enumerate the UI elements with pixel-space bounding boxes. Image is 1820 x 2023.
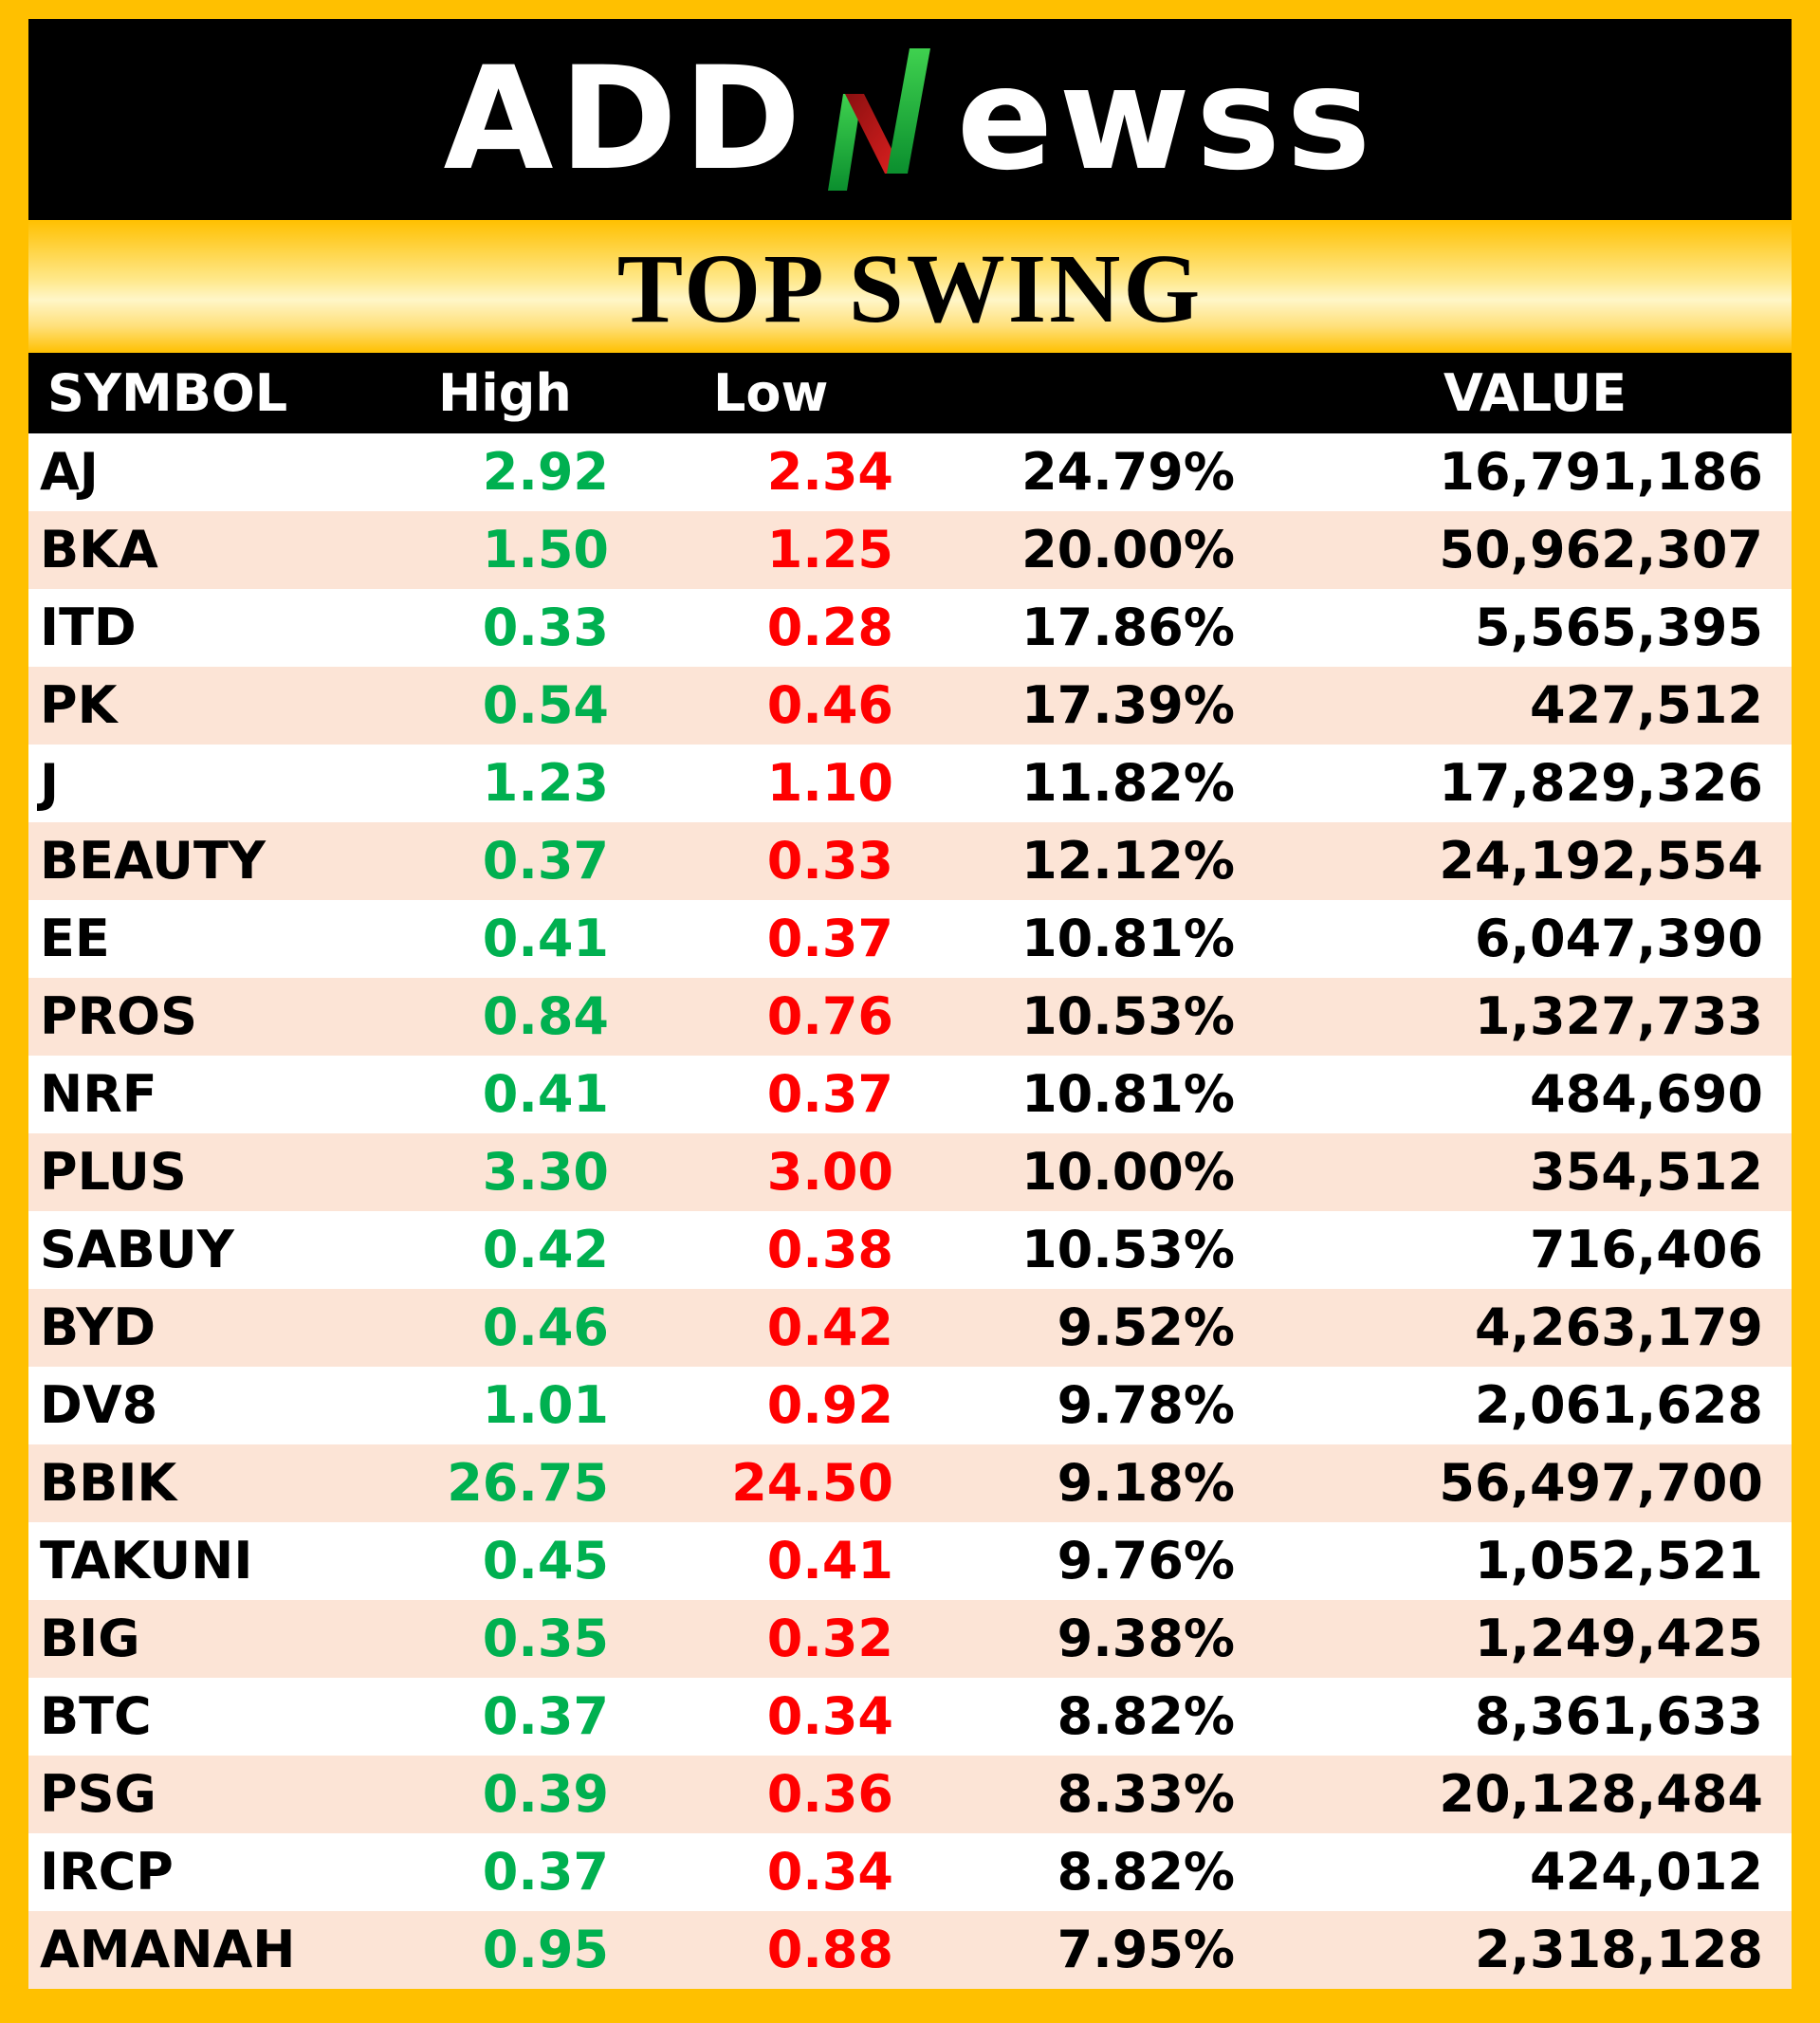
table-row <box>28 1833 1792 1911</box>
cell-low: 0.76 <box>609 978 893 1056</box>
cell-high: 0.37 <box>353 1678 609 1756</box>
cell-percent: 8.33% <box>893 1756 1235 1833</box>
cell-value: 24,192,554 <box>1235 822 1792 900</box>
cell-symbol: IRCP <box>28 1833 353 1911</box>
cell-percent: 11.82% <box>893 745 1235 822</box>
cell-value: 4,263,179 <box>1235 1289 1792 1367</box>
table-row <box>28 1367 1792 1444</box>
cell-low: 0.32 <box>609 1600 893 1678</box>
cell-symbol: ITD <box>28 589 353 667</box>
cell-low: 0.37 <box>609 900 893 978</box>
cell-high: 0.41 <box>353 900 609 978</box>
cell-value: 354,512 <box>1235 1133 1792 1211</box>
cell-low: 0.34 <box>609 1833 893 1911</box>
cell-low: 1.25 <box>609 511 893 589</box>
cell-low: 0.38 <box>609 1211 893 1289</box>
cell-low: 3.00 <box>609 1133 893 1211</box>
cell-value: 484,690 <box>1235 1056 1792 1133</box>
cell-value: 16,791,186 <box>1235 433 1792 511</box>
cell-low: 1.10 <box>609 745 893 822</box>
cell-high: 0.37 <box>353 822 609 900</box>
header-percent <box>893 353 1235 433</box>
cell-value: 6,047,390 <box>1235 900 1792 978</box>
cell-high: 0.41 <box>353 1056 609 1133</box>
cell-percent: 10.81% <box>893 1056 1235 1133</box>
cell-value: 8,361,633 <box>1235 1678 1792 1756</box>
table-row <box>28 1133 1792 1211</box>
cell-symbol: DV8 <box>28 1367 353 1444</box>
cell-high: 1.01 <box>353 1367 609 1444</box>
header-symbol: SYMBOL <box>28 353 353 433</box>
table-row <box>28 433 1792 511</box>
cell-high: 0.37 <box>353 1833 609 1911</box>
logo-n-mark <box>811 39 953 200</box>
cell-percent: 8.82% <box>893 1833 1235 1911</box>
cell-symbol: SABUY <box>28 1211 353 1289</box>
cell-low: 2.34 <box>609 433 893 511</box>
cell-percent: 9.38% <box>893 1600 1235 1678</box>
cell-high: 2.92 <box>353 433 609 511</box>
cell-percent: 10.81% <box>893 900 1235 978</box>
cell-percent: 9.76% <box>893 1522 1235 1600</box>
cell-symbol: BEAUTY <box>28 822 353 900</box>
header-high: High <box>353 353 609 433</box>
cell-symbol: TAKUNI <box>28 1522 353 1600</box>
logo-bar <box>28 19 1792 220</box>
table-row <box>28 1056 1792 1133</box>
cell-high: 0.33 <box>353 589 609 667</box>
cell-low: 0.33 <box>609 822 893 900</box>
cell-value: 2,318,128 <box>1235 1911 1792 1989</box>
cell-percent: 7.95% <box>893 1911 1235 1989</box>
table-header-row <box>28 353 1792 433</box>
cell-percent: 20.00% <box>893 511 1235 589</box>
cell-percent: 9.18% <box>893 1444 1235 1522</box>
table-row <box>28 667 1792 745</box>
cell-symbol: J <box>28 745 353 822</box>
cell-high: 0.42 <box>353 1211 609 1289</box>
cell-symbol: AJ <box>28 433 353 511</box>
table-row <box>28 1289 1792 1367</box>
cell-value: 424,012 <box>1235 1833 1792 1911</box>
cell-high: 0.39 <box>353 1756 609 1833</box>
cell-percent: 9.78% <box>893 1367 1235 1444</box>
cell-high: 0.45 <box>353 1522 609 1600</box>
cell-symbol: PK <box>28 667 353 745</box>
cell-low: 0.46 <box>609 667 893 745</box>
cell-symbol: BTC <box>28 1678 353 1756</box>
cell-low: 0.37 <box>609 1056 893 1133</box>
cell-value: 716,406 <box>1235 1211 1792 1289</box>
cell-low: 24.50 <box>609 1444 893 1522</box>
cell-high: 0.46 <box>353 1289 609 1367</box>
cell-value: 50,962,307 <box>1235 511 1792 589</box>
table-row <box>28 1211 1792 1289</box>
cell-high: 3.30 <box>353 1133 609 1211</box>
table-row <box>28 745 1792 822</box>
cell-symbol: PROS <box>28 978 353 1056</box>
table-row <box>28 1756 1792 1833</box>
cell-high: 1.23 <box>353 745 609 822</box>
table-row <box>28 978 1792 1056</box>
cell-low: 0.42 <box>609 1289 893 1367</box>
cell-percent: 17.86% <box>893 589 1235 667</box>
top-swing-table <box>28 353 1792 1989</box>
page-title: TOP SWING <box>616 234 1204 343</box>
cell-percent: 17.39% <box>893 667 1235 745</box>
cell-value: 20,128,484 <box>1235 1756 1792 1833</box>
cell-percent: 12.12% <box>893 822 1235 900</box>
cell-low: 0.28 <box>609 589 893 667</box>
cell-percent: 24.79% <box>893 433 1235 511</box>
cell-low: 0.92 <box>609 1367 893 1444</box>
table-row <box>28 822 1792 900</box>
logo-text-left: ADD <box>443 37 807 202</box>
header-value: VALUE <box>1235 353 1792 433</box>
cell-symbol: EE <box>28 900 353 978</box>
cell-symbol: PLUS <box>28 1133 353 1211</box>
cell-high: 1.50 <box>353 511 609 589</box>
cell-symbol: BYD <box>28 1289 353 1367</box>
table-row <box>28 1522 1792 1600</box>
cell-percent: 10.00% <box>893 1133 1235 1211</box>
title-band <box>28 220 1792 353</box>
cell-value: 1,249,425 <box>1235 1600 1792 1678</box>
cell-percent: 8.82% <box>893 1678 1235 1756</box>
table-row <box>28 1444 1792 1522</box>
cell-symbol: BBIK <box>28 1444 353 1522</box>
table-row <box>28 1678 1792 1756</box>
cell-percent: 10.53% <box>893 1211 1235 1289</box>
cell-low: 0.41 <box>609 1522 893 1600</box>
cell-value: 17,829,326 <box>1235 745 1792 822</box>
cell-symbol: NRF <box>28 1056 353 1133</box>
cell-value: 1,327,733 <box>1235 978 1792 1056</box>
cell-symbol: BKA <box>28 511 353 589</box>
cell-value: 56,497,700 <box>1235 1444 1792 1522</box>
cell-symbol: BIG <box>28 1600 353 1678</box>
logo-text-right: ewss <box>956 37 1377 202</box>
cell-high: 26.75 <box>353 1444 609 1522</box>
cell-low: 0.34 <box>609 1678 893 1756</box>
cell-value: 2,061,628 <box>1235 1367 1792 1444</box>
table-row <box>28 589 1792 667</box>
table-body <box>28 433 1792 1989</box>
table-row <box>28 900 1792 978</box>
cell-value: 5,565,395 <box>1235 589 1792 667</box>
cell-high: 0.35 <box>353 1600 609 1678</box>
cell-value: 1,052,521 <box>1235 1522 1792 1600</box>
table-row <box>28 1911 1792 1989</box>
cell-symbol: PSG <box>28 1756 353 1833</box>
cell-percent: 10.53% <box>893 978 1235 1056</box>
header-low: Low <box>609 353 893 433</box>
cell-low: 0.88 <box>609 1911 893 1989</box>
cell-symbol: AMANAH <box>28 1911 353 1989</box>
cell-low: 0.36 <box>609 1756 893 1833</box>
table-row <box>28 1600 1792 1678</box>
cell-high: 0.54 <box>353 667 609 745</box>
cell-value: 427,512 <box>1235 667 1792 745</box>
table-row <box>28 511 1792 589</box>
cell-high: 0.95 <box>353 1911 609 1989</box>
cell-high: 0.84 <box>353 978 609 1056</box>
cell-percent: 9.52% <box>893 1289 1235 1367</box>
addnewss-logo <box>444 19 1377 220</box>
